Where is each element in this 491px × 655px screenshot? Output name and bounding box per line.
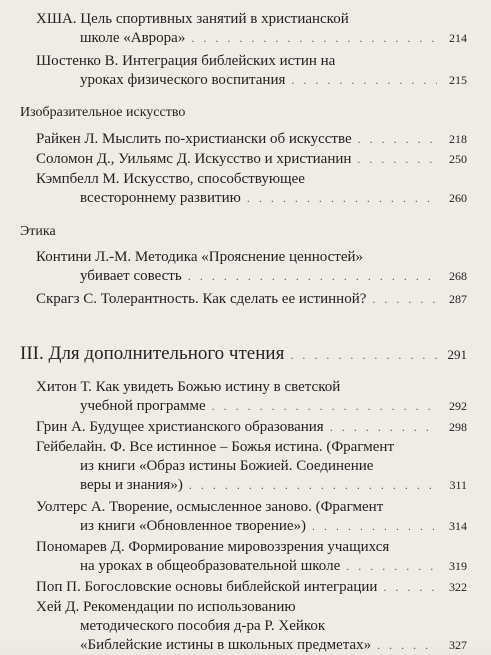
dot-leader — [212, 397, 437, 416]
page-number: 215 — [449, 73, 467, 87]
section-heading: Изобразительное искусство — [20, 105, 186, 120]
page-number: 319 — [449, 559, 467, 573]
entry-line: Грин А. Будущее христианского образования — [36, 419, 324, 435]
page-number: 218 — [449, 132, 467, 146]
toc-entry — [36, 538, 467, 576]
dot-leader — [290, 343, 441, 367]
page-number: 214 — [449, 31, 467, 45]
section-title-text: III. Для дополнительного чтения — [20, 343, 285, 364]
entry-line: Скрагз С. Толерантность. Как сделать ее истинной? — [36, 291, 367, 307]
dot-leader — [346, 557, 437, 576]
toc-entry — [36, 578, 467, 597]
dot-leader — [330, 418, 437, 437]
toc-entry — [36, 290, 467, 309]
entry-line: убивает совесть — [80, 268, 182, 284]
dot-leader — [247, 189, 437, 208]
entry-line: всестороннему развитию — [80, 190, 241, 206]
dot-leader — [372, 290, 437, 309]
entry-line: из книги «Обновленное творение») — [80, 518, 307, 534]
entry-line: Соломон Д., Уильямс Д. Искусство и христианин — [36, 151, 352, 167]
entry-line: Контини Л.-М. Методика «Прояснение ценностей» — [36, 249, 364, 265]
toc-entry — [36, 378, 467, 416]
toc-entry — [36, 248, 467, 286]
entry-line: на уроках в общеобразовательной школе — [80, 558, 341, 574]
entry-line: веры и знания») — [80, 477, 183, 493]
entry-line: ХША. Цель спортивных занятий в христианской — [36, 11, 349, 27]
page-number: 298 — [449, 420, 467, 434]
dot-leader — [358, 130, 437, 149]
page-number: 314 — [449, 519, 467, 533]
entry-line: учебной программе — [80, 398, 206, 414]
dot-leader — [383, 578, 437, 597]
entry-line: Кэмпбелл М. Искусство, способствующее — [36, 171, 305, 187]
entry-line: «Библейские истины в школьных предметах» — [80, 637, 372, 653]
page-number: 250 — [449, 152, 467, 166]
toc-entry — [36, 150, 467, 169]
entry-line: методического пособия д-ра Р. Хейкок — [80, 618, 326, 634]
entry-line: школе «Аврора» — [80, 30, 186, 46]
section-title — [20, 342, 467, 367]
page-number: 260 — [449, 191, 467, 205]
toc-entry — [36, 170, 467, 208]
dot-leader — [377, 636, 437, 655]
toc-entry — [36, 598, 467, 655]
entry-line: уроках физического воспитания — [80, 72, 286, 88]
toc-entry — [36, 418, 467, 437]
entry-line: Хитон Т. Как увидеть Божью истину в светской — [36, 379, 341, 395]
entry-line: из книги «Образ истины Божией. Соединение — [80, 458, 374, 474]
page-number: 291 — [447, 347, 467, 362]
entry-line: Райкен Л. Мыслить по-христиански об искусстве — [36, 131, 352, 147]
dot-leader — [357, 150, 437, 169]
page-number: 268 — [449, 269, 467, 283]
dot-leader — [188, 267, 437, 286]
entry-line: Хей Д. Рекомендации по использованию — [36, 599, 296, 615]
page-number: 292 — [449, 399, 467, 413]
toc-entry — [36, 10, 467, 48]
toc-entry — [36, 52, 467, 90]
entry-line: Шостенко В. Интеграция библейских истин на — [36, 53, 336, 69]
toc-entry — [36, 438, 467, 495]
dot-leader — [191, 29, 437, 48]
page-number: 311 — [449, 478, 467, 492]
entry-line: Пономарев Д. Формирование мировоззрения учащихся — [36, 539, 390, 555]
entry-line: Поп П. Богословские основы библейской интеграции — [36, 579, 378, 595]
dot-leader — [189, 476, 437, 495]
entry-line: Уолтерс А. Творение, осмысленное заново. (Фрагмент — [36, 499, 384, 515]
page-number: 322 — [449, 580, 467, 594]
dot-leader — [291, 71, 437, 90]
page-number: 287 — [449, 292, 467, 306]
section-heading: Этика — [20, 224, 56, 239]
page-number: 327 — [449, 638, 467, 652]
toc-entry — [36, 498, 467, 536]
dot-leader — [312, 517, 437, 536]
entry-line: Гейбелайн. Ф. Все истинное – Божья истина. (Фрагмент — [36, 439, 395, 455]
toc-entry — [36, 130, 467, 149]
